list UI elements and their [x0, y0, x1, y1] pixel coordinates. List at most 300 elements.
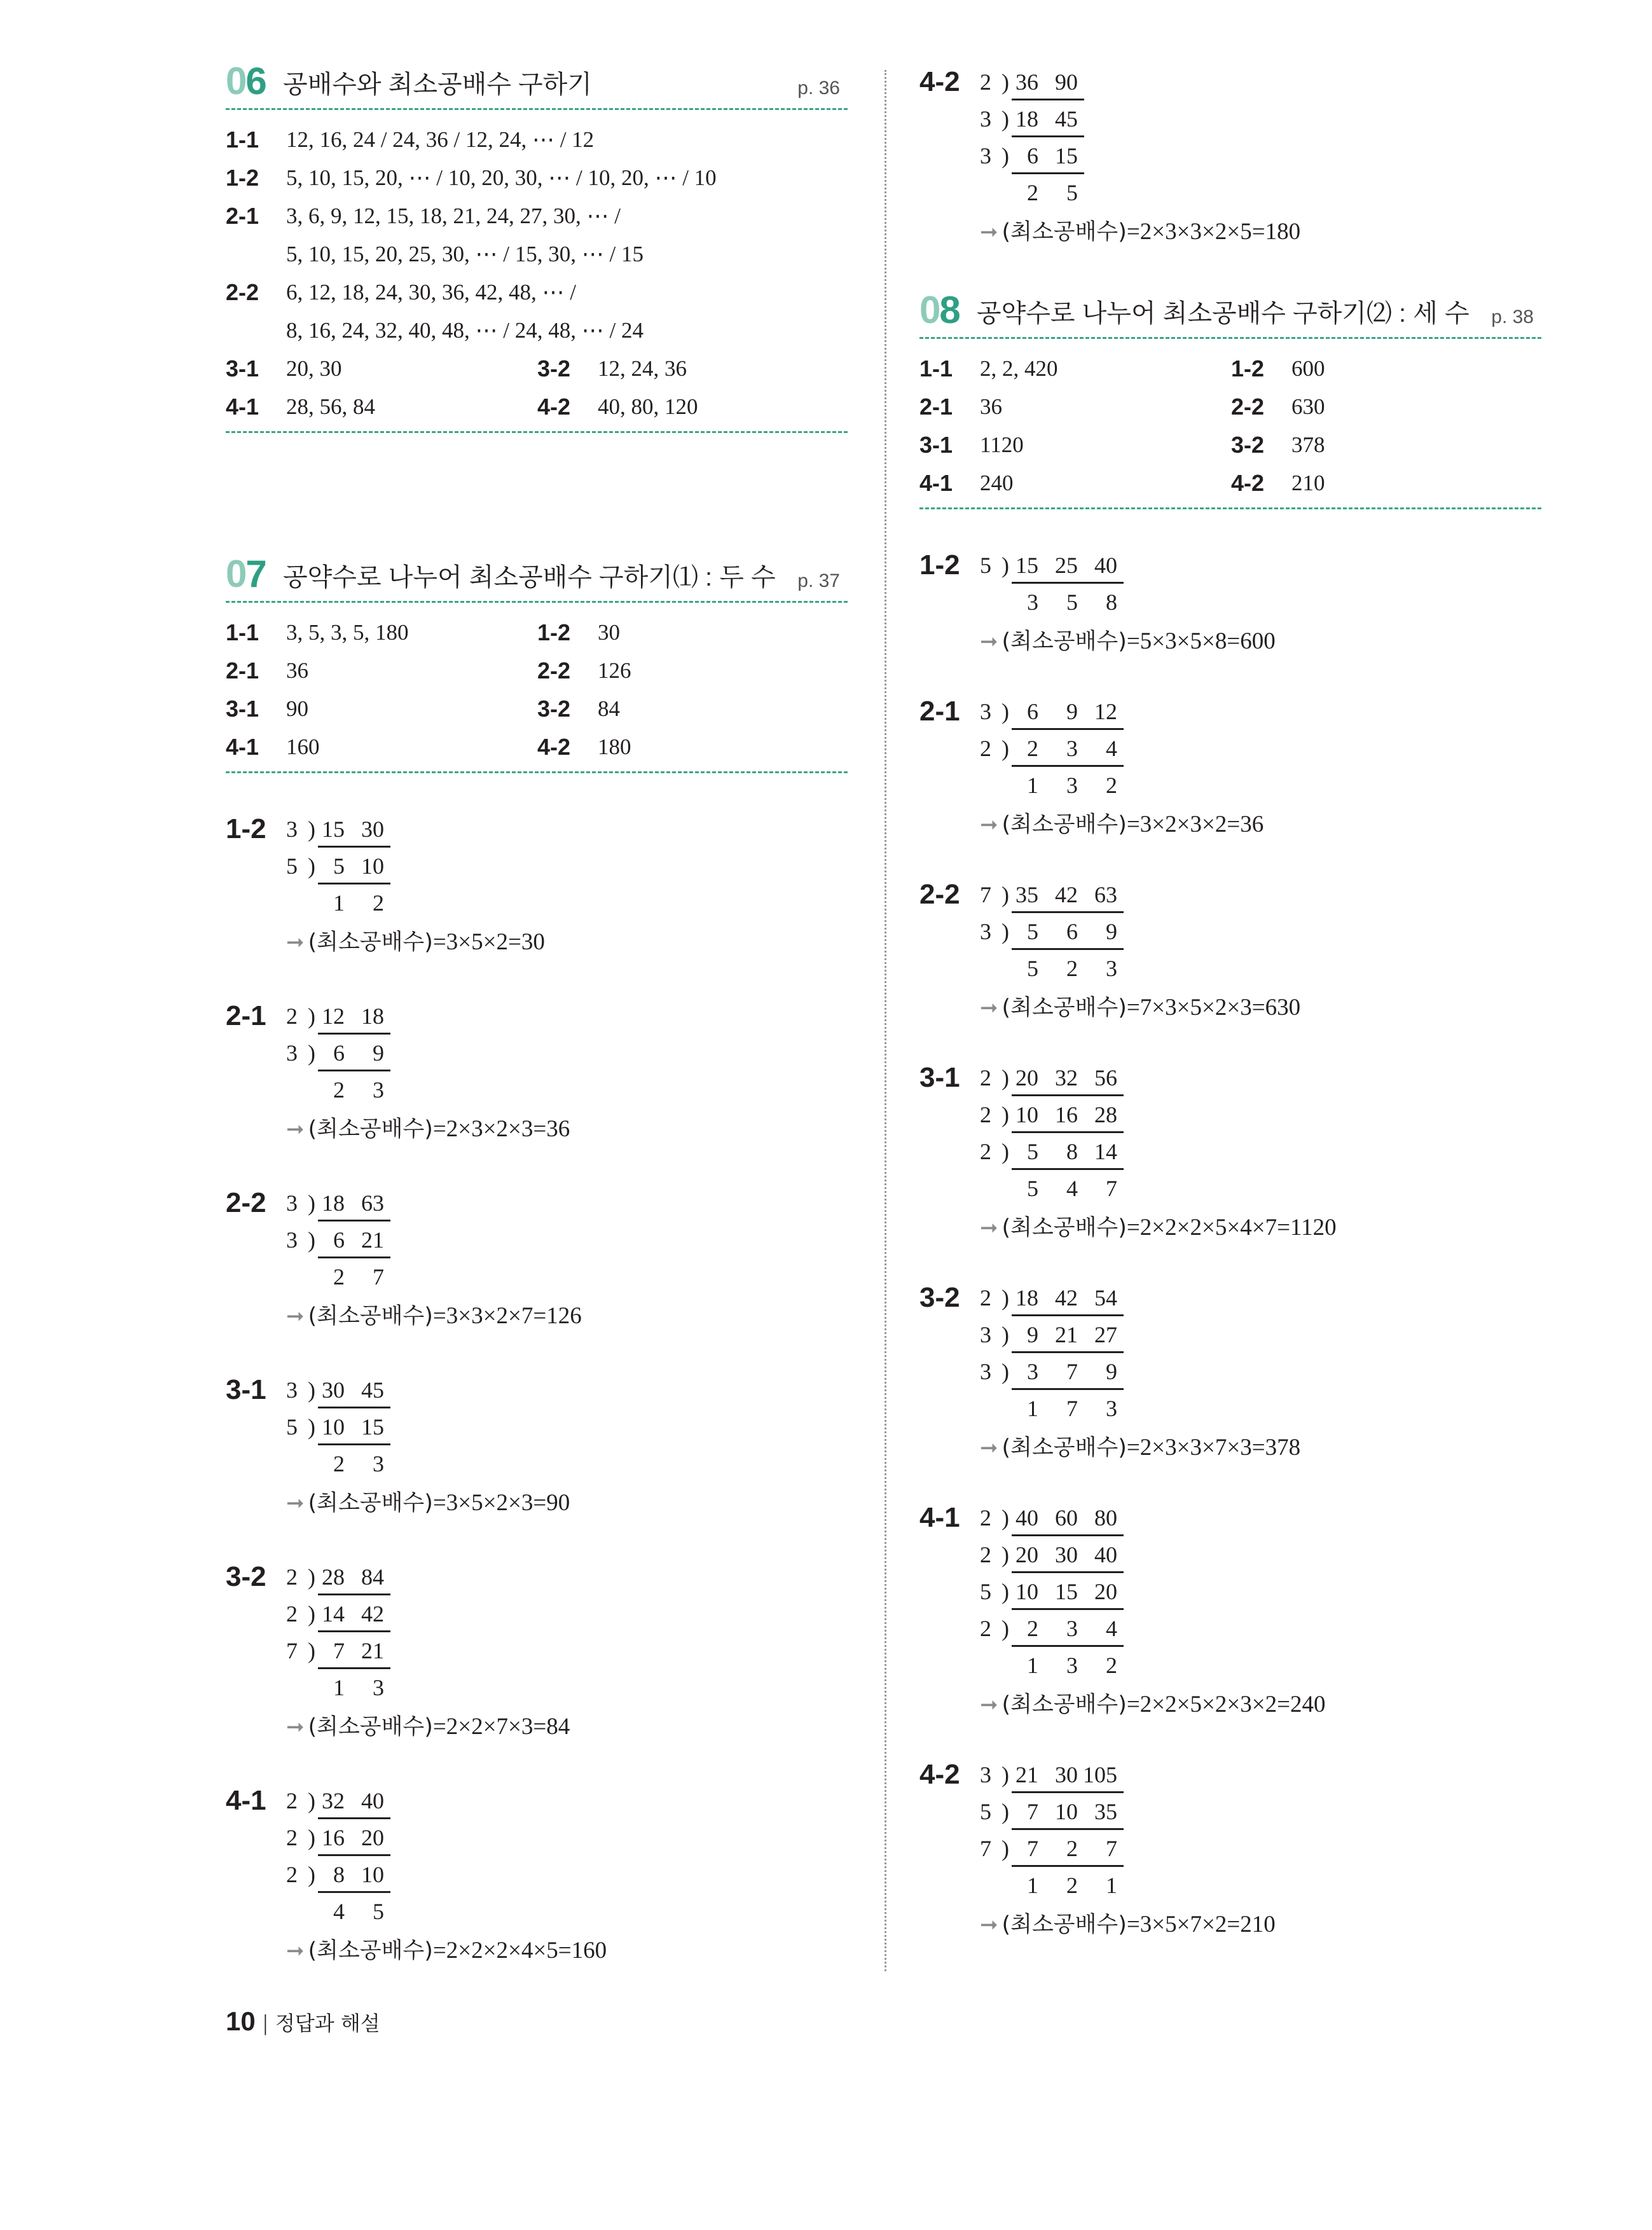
- dividend-value: 56: [1094, 1065, 1117, 1091]
- dividend-value: 60: [1055, 1505, 1078, 1531]
- answer-label: 2-2: [537, 657, 571, 684]
- lcm-label: (최소공배수): [1002, 995, 1127, 1021]
- answer-value: 3, 5, 3, 5, 180: [286, 620, 409, 645]
- dividend-value: 28: [322, 1564, 345, 1590]
- divisor: 3: [286, 816, 298, 842]
- quotient-row: [318, 1071, 384, 1108]
- division-step: [286, 1632, 390, 1669]
- dividend-value: 27: [1094, 1322, 1117, 1347]
- dividend-value: 3: [1027, 1359, 1038, 1384]
- lcm-label: (최소공배수): [1002, 1692, 1127, 1717]
- division-bracket: ): [1002, 1616, 1009, 1641]
- dividends: [318, 1784, 390, 1819]
- division-bracket: ): [1002, 1799, 1009, 1824]
- dividends: [1012, 139, 1084, 174]
- dividend-value: 35: [1094, 1799, 1117, 1824]
- quotient-row: [1012, 767, 1117, 804]
- answer-value: 3, 6, 9, 12, 15, 18, 21, 24, 27, 30, ⋯ /: [286, 203, 621, 228]
- quotient-value: 2: [373, 890, 384, 916]
- dividend-value: 3: [1066, 1616, 1078, 1641]
- section-number: 08: [919, 289, 960, 331]
- arrow-icon: ➞: [286, 1938, 305, 1964]
- answer-row: [226, 235, 848, 273]
- dividend-value: 25: [1055, 553, 1078, 578]
- answer-label: 1-2: [226, 165, 259, 191]
- quotient-row: [1012, 1390, 1117, 1427]
- answer-row: [226, 197, 848, 235]
- divisor: 2: [980, 1139, 991, 1164]
- dividend-value: 18: [322, 1190, 345, 1216]
- problem-label: 1-2: [919, 549, 960, 581]
- quotient-value: 2: [1027, 180, 1038, 205]
- quotient-value: 5: [1027, 956, 1038, 981]
- lcm-result: [980, 212, 1300, 252]
- dividend-value: 6: [333, 1040, 345, 1066]
- quotient-row: [1012, 950, 1117, 987]
- dividend-value: 7: [1027, 1799, 1038, 1824]
- lcm-result: [980, 1905, 1276, 1944]
- section-08-header: [919, 289, 1541, 339]
- division-step: [286, 1408, 390, 1445]
- page-reference: p. 36: [797, 78, 840, 99]
- division-bracket: ): [308, 1564, 315, 1590]
- problem-label: 4-2: [919, 1759, 960, 1790]
- divisor: 2: [980, 1285, 991, 1311]
- answer-value: 20, 30: [286, 356, 342, 381]
- dividends: [318, 1858, 390, 1893]
- dividends: [1012, 1501, 1124, 1536]
- quotient-value: 3: [1027, 589, 1038, 615]
- quotient-row: [318, 884, 384, 921]
- dividend-value: 14: [1094, 1139, 1117, 1164]
- division-step: [286, 1185, 390, 1222]
- arrow-icon: ➞: [980, 995, 998, 1021]
- page-reference: p. 37: [797, 570, 840, 591]
- division-step: [980, 1353, 1124, 1390]
- quotient-value: 2: [333, 1264, 345, 1290]
- lcm-label: (최소공배수): [1002, 1215, 1127, 1241]
- dividends: [318, 1373, 390, 1408]
- dividend-value: 10: [1055, 1799, 1078, 1824]
- answer-value: 12, 16, 24 / 24, 36 / 12, 24, ⋯ / 12: [286, 127, 595, 152]
- dividend-value: 32: [1055, 1065, 1078, 1091]
- dividend-value: 6: [1027, 699, 1038, 724]
- dividends: [318, 1634, 390, 1669]
- problem-label: 3-1: [919, 1062, 960, 1093]
- dividend-value: 16: [322, 1825, 345, 1850]
- division-bracket: ): [308, 1788, 315, 1814]
- answer-value: 2, 2, 420: [980, 356, 1058, 381]
- division-step: [980, 1279, 1124, 1316]
- divisor: 2: [980, 1542, 991, 1567]
- divisor: 2: [286, 1564, 298, 1590]
- division-bracket: ): [308, 1414, 315, 1440]
- quotient-value: 2: [1066, 956, 1078, 981]
- dividend-value: 8: [1066, 1139, 1078, 1164]
- dividend-value: 12: [322, 1003, 345, 1029]
- dividend-value: 5: [333, 853, 345, 879]
- arrow-icon: ➞: [286, 1714, 305, 1740]
- division-step: [286, 1035, 390, 1071]
- answer-label: 2-1: [226, 203, 259, 229]
- answer-label: 4-1: [919, 470, 953, 496]
- dividend-value: 21: [1015, 1762, 1038, 1787]
- divisor: 2: [286, 1601, 298, 1627]
- divisor: 3: [980, 1359, 991, 1384]
- lcm-label: (최소공배수): [308, 930, 433, 955]
- arrow-icon: ➞: [286, 1490, 305, 1516]
- division-step: [980, 730, 1124, 767]
- lcm-expression: =2×3×3×2×5=180: [1126, 219, 1301, 245]
- dividend-value: 20: [1015, 1542, 1038, 1567]
- quotient-row: [1012, 1867, 1117, 1904]
- section-07-header: [226, 553, 848, 603]
- section-title: 공약수로 나누어 최소공배수 구하기⑴ : 두 수: [283, 563, 776, 591]
- lcm-expression: =3×5×2=30: [432, 929, 545, 955]
- answer-label: 3-2: [537, 355, 571, 382]
- quotient-value: 3: [1066, 1653, 1078, 1678]
- dividends: [1012, 1538, 1124, 1573]
- divisor: 5: [980, 1579, 991, 1604]
- answer-value: 40, 80, 120: [598, 394, 698, 419]
- quotient-row: [1012, 1170, 1117, 1207]
- section-number: 06: [226, 60, 266, 102]
- answer-value: 240: [980, 471, 1014, 495]
- quotient-value: 2: [1066, 1873, 1078, 1898]
- quotient-row: [1012, 1647, 1117, 1684]
- quotient-value: 3: [1106, 1396, 1117, 1421]
- arrow-icon: ➞: [286, 930, 305, 955]
- dividend-value: 18: [361, 1003, 384, 1029]
- arrow-icon: ➞: [980, 1692, 998, 1717]
- quotient-value: 8: [1106, 589, 1117, 615]
- division-bracket: ): [308, 1377, 315, 1403]
- dividend-value: 10: [361, 1862, 384, 1887]
- lcm-result: [980, 805, 1263, 844]
- dividends: [1012, 1795, 1124, 1830]
- dividend-value: 40: [1094, 1542, 1117, 1567]
- dividend-value: 7: [1106, 1836, 1117, 1861]
- section-bottom-divider: [226, 431, 848, 433]
- dividend-value: 40: [361, 1788, 384, 1814]
- problem-label: 3-2: [226, 1561, 266, 1592]
- section-title: 공배수와 최소공배수 구하기: [283, 71, 592, 99]
- division-step: [980, 1133, 1124, 1170]
- dividends: [1012, 695, 1124, 730]
- quotient-value: 3: [1066, 773, 1078, 798]
- answer-label: 1-1: [226, 127, 259, 153]
- dividend-value: 84: [361, 1564, 384, 1590]
- arrow-icon: ➞: [980, 1912, 998, 1937]
- dividends: [1012, 1612, 1124, 1647]
- lcm-expression: =2×2×5×2×3×2=240: [1126, 1691, 1326, 1717]
- division-bracket: ): [1002, 553, 1009, 578]
- answer-row: [226, 690, 848, 728]
- dividend-value: 4: [1106, 736, 1117, 761]
- answer-value: 180: [598, 734, 631, 759]
- divisor: 3: [980, 919, 991, 944]
- division-step: [286, 1222, 390, 1258]
- division-bracket: ): [308, 1227, 315, 1253]
- division-bracket: ): [308, 1601, 315, 1627]
- answer-value: 600: [1291, 356, 1325, 381]
- divisor: 3: [980, 106, 991, 132]
- division-bracket: ): [1002, 1762, 1009, 1787]
- dividend-value: 7: [1066, 1359, 1078, 1384]
- quotient-value: 1: [333, 1675, 345, 1700]
- lcm-expression: =3×5×7×2=210: [1126, 1911, 1276, 1937]
- dividends: [1012, 1355, 1124, 1390]
- lcm-expression: =2×2×7×3=84: [432, 1714, 570, 1740]
- lcm-result: [286, 1931, 607, 1971]
- division-bracket: ): [1002, 1102, 1009, 1127]
- dividend-value: 16: [1055, 1102, 1078, 1127]
- section-06-header: [226, 60, 848, 110]
- dividend-value: 63: [1094, 882, 1117, 907]
- division-bracket: ): [308, 816, 315, 842]
- division-step: [980, 693, 1124, 730]
- division-step: [980, 1610, 1124, 1647]
- answer-value: 126: [598, 658, 631, 683]
- dividend-value: 21: [361, 1638, 384, 1663]
- division-bracket: ): [1002, 1542, 1009, 1567]
- dividend-value: 4: [1106, 1616, 1117, 1641]
- lcm-result: [286, 1110, 570, 1149]
- answer-value: 36: [980, 394, 1002, 419]
- arrow-icon: ➞: [980, 629, 998, 654]
- divisor: 3: [286, 1040, 298, 1066]
- quotient-value: 7: [1106, 1176, 1117, 1201]
- dividend-value: 45: [361, 1377, 384, 1403]
- division-step: [980, 1830, 1124, 1867]
- dividend-value: 18: [1015, 1285, 1038, 1311]
- quotient-value: 3: [373, 1077, 384, 1103]
- divisor: 2: [286, 1825, 298, 1850]
- divisor: 2: [980, 1505, 991, 1531]
- section-bottom-divider: [226, 771, 848, 773]
- arrow-icon: ➞: [980, 1435, 998, 1461]
- division-step: [286, 848, 390, 884]
- answer-value: 160: [286, 734, 320, 759]
- division-step: [980, 876, 1124, 913]
- dividends: [318, 1597, 390, 1632]
- division-bracket: ): [1002, 1505, 1009, 1531]
- dividend-value: 30: [1055, 1762, 1078, 1787]
- dividends: [1012, 732, 1124, 767]
- division-bracket: ): [1002, 69, 1009, 95]
- dividend-value: 7: [333, 1638, 345, 1663]
- dividend-value: 2: [1027, 1616, 1038, 1641]
- answer-label: 2-2: [226, 279, 259, 305]
- dividends: [318, 1036, 390, 1071]
- division-step: [286, 811, 390, 848]
- problem-label: 2-2: [919, 879, 960, 910]
- division-step: [980, 547, 1124, 584]
- arrow-icon: ➞: [286, 1117, 305, 1142]
- answer-label: 1-2: [1231, 355, 1265, 382]
- division-step: [286, 1559, 390, 1595]
- division-step: [980, 1536, 1124, 1573]
- quotient-value: 4: [1066, 1176, 1078, 1201]
- dividends: [1012, 102, 1084, 137]
- division-bracket: ): [308, 1003, 315, 1029]
- lcm-result: [980, 1685, 1325, 1724]
- dividend-value: 9: [1027, 1322, 1038, 1347]
- dividend-value: 9: [1066, 699, 1078, 724]
- dividend-value: 15: [361, 1414, 384, 1440]
- dividends: [1012, 1832, 1124, 1867]
- lcm-label: (최소공배수): [1002, 1435, 1127, 1461]
- lcm-expression: =2×3×3×7×3=378: [1126, 1435, 1301, 1461]
- lcm-label: (최소공배수): [1002, 812, 1127, 837]
- dividends: [318, 1000, 390, 1035]
- lcm-expression: =7×3×5×2×3=630: [1126, 995, 1301, 1021]
- quotient-value: 7: [373, 1264, 384, 1290]
- division-step: [286, 1595, 390, 1632]
- answer-value: 90: [286, 696, 308, 721]
- dividend-value: 42: [1055, 1285, 1078, 1311]
- quotient-row: [318, 1669, 384, 1706]
- quotient-value: 2: [333, 1077, 345, 1103]
- division-step: [980, 1059, 1124, 1096]
- lcm-result: [286, 1483, 570, 1523]
- lcm-result: [980, 1428, 1300, 1468]
- dividends: [1012, 1098, 1124, 1133]
- divisor: 5: [980, 1799, 991, 1824]
- division-bracket: ): [1002, 736, 1009, 761]
- problem-label: 1-2: [226, 813, 266, 844]
- dividend-value: 90: [1055, 69, 1078, 95]
- quotient-row: [318, 1258, 384, 1295]
- page-number: 10: [226, 2006, 256, 2036]
- dividends: [1012, 915, 1124, 950]
- answer-value: 630: [1291, 394, 1325, 419]
- answer-row: [919, 388, 1541, 426]
- answer-row: [226, 159, 848, 197]
- quotient-value: 5: [1066, 180, 1078, 205]
- divisor: 2: [286, 1788, 298, 1814]
- division-bracket: ): [1002, 1359, 1009, 1384]
- division-step: [286, 1856, 390, 1893]
- answer-label: 3-2: [537, 696, 571, 722]
- quotient-value: 4: [333, 1899, 345, 1924]
- dividend-value: 10: [361, 853, 384, 879]
- arrow-icon: ➞: [980, 812, 998, 837]
- quotient-value: 3: [373, 1675, 384, 1700]
- answer-label: 1-2: [537, 619, 571, 645]
- lcm-expression: =3×2×3×2=36: [1126, 811, 1264, 837]
- dividend-value: 20: [1094, 1579, 1117, 1604]
- dividends: [1012, 1575, 1124, 1610]
- answer-value: 12, 24, 36: [598, 356, 687, 381]
- dividend-value: 42: [361, 1601, 384, 1627]
- answer-label: 4-2: [537, 394, 571, 420]
- problem-label: 2-2: [226, 1187, 266, 1218]
- answer-label: 4-2: [537, 734, 571, 760]
- dividend-value: 12: [1094, 699, 1117, 724]
- answer-row: [226, 121, 848, 159]
- quotient-row: [318, 1893, 384, 1930]
- divisor: 3: [980, 699, 991, 724]
- quotient-value: 1: [1106, 1873, 1117, 1898]
- dividend-value: 10: [1015, 1102, 1038, 1127]
- answer-label: 3-1: [919, 432, 953, 458]
- dividend-value: 9: [373, 1040, 384, 1066]
- dividends: [1012, 65, 1084, 100]
- answer-value: 30: [598, 620, 620, 645]
- quotient-row: [1012, 174, 1078, 211]
- division-step: [286, 998, 390, 1035]
- quotient-row: [1012, 584, 1117, 621]
- dividend-value: 6: [1066, 919, 1078, 944]
- answer-value: 84: [598, 696, 620, 721]
- lcm-expression: =3×5×2×3=90: [432, 1490, 570, 1516]
- answer-row: [226, 312, 848, 350]
- answer-value: 5, 10, 15, 20, ⋯ / 10, 20, 30, ⋯ / 10, 20, ⋯ / 10: [286, 165, 717, 190]
- quotient-value: 2: [1106, 773, 1117, 798]
- divisor: 3: [286, 1227, 298, 1253]
- division-bracket: ): [1002, 1836, 1009, 1861]
- divisor: 5: [286, 1414, 298, 1440]
- divisor: 2: [980, 1616, 991, 1641]
- division-bracket: ): [1002, 882, 1009, 907]
- dividend-value: 36: [1015, 69, 1038, 95]
- section-bottom-divider: [919, 507, 1541, 509]
- dividends: [1012, 1281, 1124, 1316]
- answer-value: 28, 56, 84: [286, 394, 375, 419]
- lcm-label: (최소공배수): [308, 1490, 433, 1516]
- dividend-value: 63: [361, 1190, 384, 1216]
- lcm-label: (최소공배수): [1002, 629, 1127, 654]
- answer-label: 1-1: [226, 619, 259, 645]
- lcm-expression: =2×2×2×4×5=160: [432, 1937, 607, 1964]
- division-bracket: ): [1002, 699, 1009, 724]
- quotient-row: [318, 1445, 384, 1482]
- dividends: [1012, 1061, 1124, 1096]
- quotient-value: 1: [1027, 1873, 1038, 1898]
- answer-row: [226, 388, 848, 426]
- divisor: 2: [980, 1102, 991, 1127]
- answer-row: [226, 728, 848, 766]
- dividend-value: 28: [1094, 1102, 1117, 1127]
- lcm-result: [980, 988, 1300, 1028]
- answer-label: 4-1: [226, 394, 259, 420]
- lcm-expression: =3×3×2×7=126: [432, 1303, 582, 1329]
- dividend-value: 30: [361, 816, 384, 842]
- dividend-value: 105: [1083, 1762, 1117, 1787]
- lcm-result: [980, 622, 1276, 661]
- lcm-result: [286, 923, 545, 962]
- problem-label: 4-1: [919, 1502, 960, 1533]
- dividend-value: 35: [1015, 882, 1038, 907]
- divisor: 3: [980, 1762, 991, 1787]
- arrow-icon: ➞: [980, 219, 998, 245]
- answer-row: [226, 652, 848, 690]
- page-reference: p. 38: [1491, 306, 1534, 327]
- dividends: [1012, 878, 1124, 913]
- answer-value: 1120: [980, 432, 1024, 457]
- answer-value: 210: [1291, 471, 1325, 495]
- divisor: 3: [980, 1322, 991, 1347]
- division-bracket: ): [308, 1825, 315, 1850]
- answer-label: 2-2: [1231, 394, 1265, 420]
- division-step: [980, 913, 1124, 950]
- dividend-value: 80: [1094, 1505, 1117, 1531]
- answer-row: [919, 350, 1541, 388]
- quotient-value: 1: [1027, 1653, 1038, 1678]
- answer-value: 8, 16, 24, 32, 40, 48, ⋯ / 24, 48, ⋯ / 24: [286, 318, 644, 343]
- dividend-value: 30: [322, 1377, 345, 1403]
